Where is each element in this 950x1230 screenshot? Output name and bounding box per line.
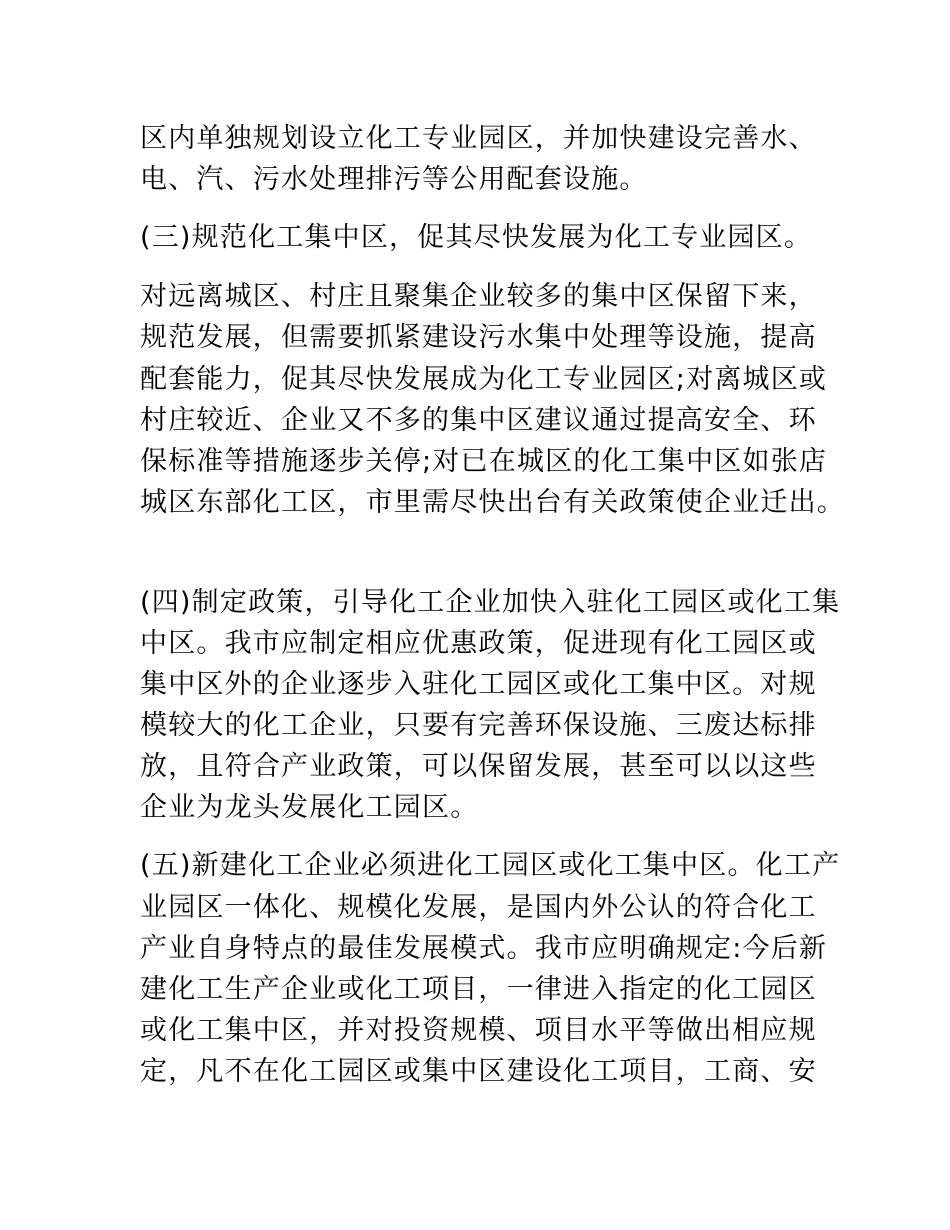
text-line: 放，且符合产业政策，可以保留发展，甚至可以以这些 (140, 751, 817, 782)
text-line: 城区东部化工区，市里需尽快出台有关政策使企业迁出。 (140, 487, 845, 518)
section-heading: (四)制定政策，引导化工企业加快入驻化工园区或化工集 (140, 587, 841, 618)
text-line: 保标准等措施逐步关停;对已在城区的化工集中区如张店 (140, 446, 828, 477)
text-line: 规范发展，但需要抓紧建设污水集中处理等设施，提高 (140, 322, 817, 353)
text-line: 村庄较近、企业又不多的集中区建议通过提高安全、环 (140, 405, 817, 436)
text-line: 企业为龙头发展化工园区。 (140, 792, 479, 823)
section-heading: (五)新建化工企业必须进化工园区或化工集中区。化工产 (140, 850, 841, 881)
text-line: 定，凡不在化工园区或集中区建设化工项目，工商、安 (140, 1056, 817, 1087)
text-line: 对远离城区、村庄且聚集企业较多的集中区保留下来， (140, 281, 817, 312)
text-line: 中区。我市应制定相应优惠政策，促进现有化工园区或 (140, 628, 817, 659)
text-line: 电、汽、污水处理排污等公用配套设施。 (140, 164, 648, 195)
text-line: 模较大的化工企业，只要有完善环保设施、三废达标排 (140, 710, 817, 741)
text-line: 集中区外的企业逐步入驻化工园区或化工集中区。对规 (140, 669, 817, 700)
text-line: 或化工集中区，并对投资规模、项目水平等做出相应规 (140, 1015, 817, 1046)
text-line: 配套能力，促其尽快发展成为化工专业园区;对离城区或 (140, 364, 828, 395)
text-line: 建化工生产企业或化工项目，一律进入指定的化工园区 (140, 974, 817, 1005)
text-line: 业园区一体化、规模化发展，是国内外公认的符合化工 (140, 892, 817, 923)
section-heading: (三)规范化工集中区，促其尽快发展为化工专业园区。 (140, 222, 813, 253)
text-line: 产业自身特点的最佳发展模式。我市应明确规定:今后新 (140, 933, 828, 964)
text-line: 区内单独规划设立化工专业园区，并加快建设完善水、 (140, 123, 817, 154)
